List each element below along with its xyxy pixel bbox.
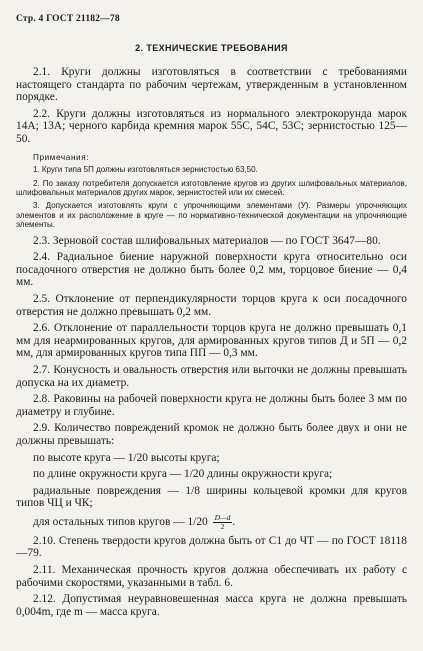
clause-2-6: 2.6. Отклонение от параллельности торцов круга не должно превышать 0,1 мм для неармированных кругов, для армированных кругов типов Д и 5П — 0,2 мм, для армированных кругов типа ПП — 0,3 мм. [16, 322, 407, 360]
formula-text: для остальных типов кругов — 1/20 [33, 515, 208, 528]
clause-2-11: 2.11. Механическая прочность кругов должна обеспечивать их работу с рабочими скоростями, указанными в табл. 6. [16, 564, 407, 589]
clause-2-1: 2.1. Круги должны изготовляться в соответствии с требованиями настоящего стандарта по рабочим чертежам, утвержденным в установленном порядке. [16, 66, 407, 104]
formula-fraction [213, 512, 236, 531]
clause-2-7: 2.7. Конусность и овальность отверстия или выточки не должны превышать допуска на их диаметр. [16, 363, 407, 389]
note-3: 3. Допускается изготовлять круги с упрочняющими элементами (У). Размеры упрочняющих элементов и их расположение в круге — по нормативно-технической документации на упрочняющие элементы. [16, 201, 407, 230]
clause-2-9-radial: радиальные повреждения — 1/8 ширины кольцевой кромки для кругов типов ЧЦ и ЧК; [16, 484, 407, 510]
clause-2-8: 2.8. Раковины на рабочей поверхности круга не должны быть более 3 мм по диаметру и глубине. [16, 393, 407, 418]
clause-2-10: 2.10. Степень твердости кругов должна быть от С1 до ЧТ — по ГОСТ 18118—79. [16, 534, 407, 560]
clause-2-3: 2.3. Зерновой состав шлифовальных материалов — по ГОСТ 3647—80. [33, 234, 381, 247]
note-1: 1. Круги типа 5П должны изготовляться зернистостью 63,50. [33, 165, 258, 175]
clause-2-9-height: по высоте круга — 1/20 высоты круга; [33, 451, 220, 464]
section-title: 2. ТЕХНИЧЕСКИЕ ТРЕБОВАНИЯ [135, 43, 288, 53]
notes-heading: Примечания: [33, 152, 90, 162]
formula-end: . [232, 515, 236, 528]
note-2: 2. По заказу потребителя допускается изготовление кругов из других шлифовальных материалов, шлифовальных материалов других марок, зернистостей или их смесей. [16, 178, 407, 197]
document-body [16, 66, 407, 622]
clause-2-2: 2.2. Круги должны изготовляться из нормального электрокорунда марок 14А; 13А; черного карбида кремния марок 55С, 54С, 53С; зернистостью 125—50. [16, 107, 407, 145]
fraction-numerator: D—d [214, 512, 231, 522]
fraction-denominator: 2 [220, 521, 225, 531]
page-header: Стр. 4 ГОСТ 21182—78 [16, 14, 120, 24]
clause-2-9: 2.9. Количество повреждений кромок не должно быть более двух и они не должны превышать: [16, 422, 407, 447]
clause-2-5: 2.5. Отклонение от перпендикулярности торцов круга к оси посадочного отверстия не должно превышать 0,2 мм. [16, 292, 407, 318]
clause-2-9-formula [16, 514, 407, 531]
clause-2-4: 2.4. Радиальное биение наружной поверхности круга относительно оси посадочного отверстия не должно быть более 0,2 мм, торцовое биение — 0,4 мм. [16, 251, 407, 289]
clause-2-9-circumference: по длине окружности круга — 1/20 длины окружности круга; [33, 468, 333, 481]
clause-2-12: 2.12. Допустимая неуравновешенная масса круга не должна превышать 0,004m, где m — масса круга. [16, 593, 407, 618]
